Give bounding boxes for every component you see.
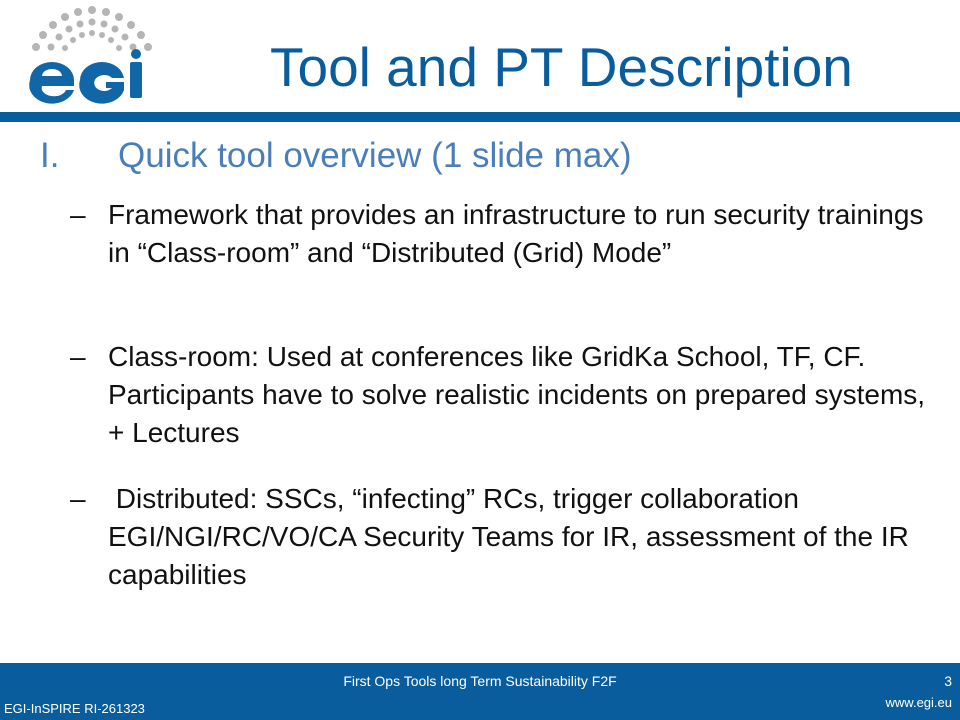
bullet-dash: –: [70, 341, 86, 372]
page-number: 3: [944, 673, 952, 689]
footer-bar: [0, 663, 960, 720]
bullet-item: [70, 480, 930, 594]
section-heading-text: Quick tool overview (1 slide max): [118, 136, 632, 175]
bullet-text: Distributed: SSCs, “infecting” RCs, trigger collaboration EGI/NGI/RC/VO/CA Security Teams for IR, assessment of the IR capabilities: [108, 483, 917, 590]
bullet-dash: –: [70, 483, 86, 514]
website-link[interactable]: www.egi.eu: [885, 695, 952, 710]
bullet-dash: –: [70, 199, 86, 230]
slide-title: Tool and PT Description: [270, 36, 853, 98]
section-number: I.: [40, 136, 60, 175]
bullet-text: Framework that provides an infrastructure to run security trainings in “Class-room” and “Distributed (Grid) Mode”: [108, 199, 924, 268]
egi-logo-icon: [12, 2, 172, 112]
bullet-item: [70, 196, 930, 272]
project-id: EGI-InSPIRE RI-261323: [4, 701, 145, 716]
footer-title: First Ops Tools long Term Sustainability F2F: [343, 673, 617, 689]
header-divider-bar: [0, 112, 960, 122]
bullet-item: [70, 338, 930, 452]
bullet-text: Class-room: Used at conferences like GridKa School, TF, CF. Participants have to solve realistic incidents on prepared systems, + Lectures: [108, 341, 926, 448]
section-heading: [40, 136, 632, 176]
